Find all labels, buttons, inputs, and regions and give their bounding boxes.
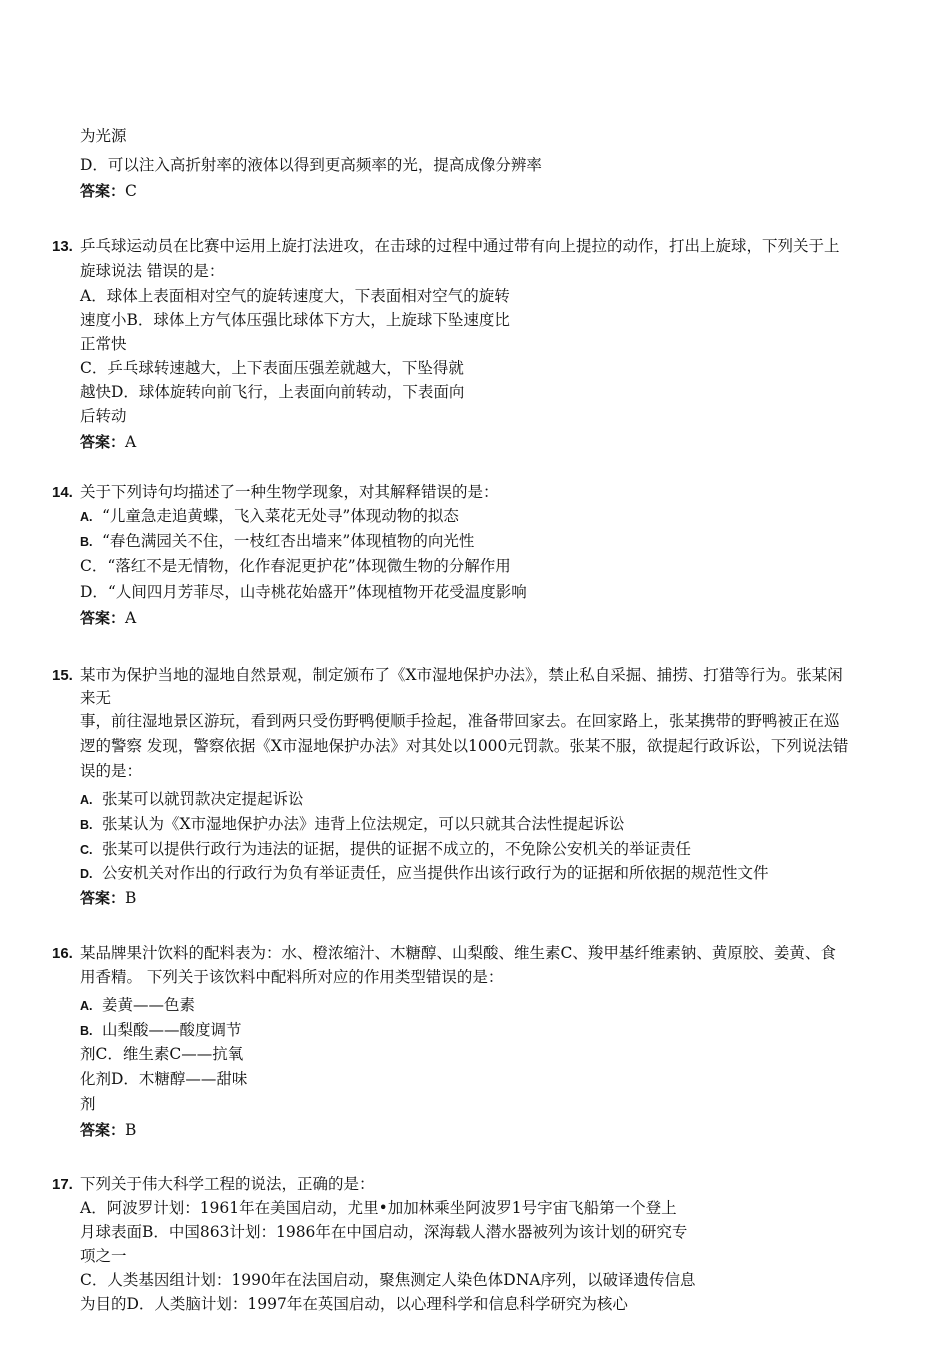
q15-stem-line-3: 事，前往湿地景区游玩，看到两只受伤野鸭便顺手捡起，准备带回家去。在回家路上，张某携带的野鸭被正在巡 — [80, 712, 840, 730]
q17-option-line: C．人类基因组计划：1990年在法国启动，聚焦测定人染色体DNA序列，以破译遗传信息 — [80, 1271, 696, 1289]
q17-option-line: 为目的D．人类脑计划：1997年在英国启动，以心理科学和信息科学研究为核心 — [80, 1295, 628, 1313]
answer-label: 答案： — [80, 433, 126, 451]
q16-stem-line-2: 用香精。 下列关于该饮料中配料所对应的作用类型错误的是： — [80, 968, 504, 986]
q13-option-line: 速度小B．球体上方气体压强比球体下方大，上旋球下坠速度比 — [80, 311, 510, 329]
q13-option-line: A．球体上表面相对空气的旋转速度大，下表面相对空气的旋转 — [80, 287, 510, 305]
q13-option-line: 越快D．球体旋转向前飞行，上表面向前转动，下表面向 — [80, 383, 465, 401]
q14-stem: 关于下列诗句均描述了一种生物学现象，对其解释错误的是： — [80, 483, 499, 501]
q15-stem-line-5: 误的是： — [80, 762, 143, 780]
option-text: 姜黄——色素 — [102, 996, 196, 1014]
q12-option-c-continuation: 为光源 — [80, 127, 127, 145]
q15-stem-line-4: 逻的警察 发现，警察依据《X市湿地保护办法》对其处以1000元罚款。张某不服，欲提起行政诉讼，下列说法错 — [80, 737, 849, 755]
q15-option-b — [80, 814, 625, 835]
q13-number: 13. — [52, 238, 73, 255]
q17-option-line: 月球表面B．中国863计划：1986年在中国启动，深海载人潜水器被列为该计划的研究专 — [80, 1223, 688, 1241]
q16-option-line: 化剂D．木糖醇——甜味 — [80, 1070, 248, 1088]
q15-number: 15. — [52, 667, 73, 684]
answer-value: A — [125, 433, 137, 451]
q13-stem-line-1: 乒乓球运动员在比赛中运用上旋打法进攻，在击球的过程中通过带有向上提拉的动作，打出上旋球，下列关于上 — [80, 237, 840, 255]
answer-value: B — [125, 1121, 137, 1139]
q13-answer — [80, 432, 136, 452]
answer-label: 答案： — [80, 889, 126, 907]
option-label: B. — [80, 1024, 93, 1038]
q16-option-line: 剂C．维生素C——抗氧 — [80, 1045, 244, 1063]
answer-value: C — [125, 182, 137, 200]
q16-number: 16. — [52, 945, 73, 962]
answer-label: 答案： — [80, 182, 126, 200]
q14-answer — [80, 608, 136, 628]
option-label: A. — [80, 510, 93, 524]
q15-option-a — [80, 789, 304, 810]
answer-value: A — [125, 609, 137, 627]
q14-option-d: D．“人间四月芳菲尽，山寺桃花始盛开”体现植物开花受温度影响 — [80, 583, 527, 601]
option-label: C. — [80, 843, 93, 857]
q15-answer — [80, 888, 136, 908]
q16-option-line: 剂 — [80, 1095, 96, 1113]
q16-answer — [80, 1120, 136, 1140]
option-text: “春色满园关不住，一枝红杏出墙来”体现植物的向光性 — [102, 532, 475, 550]
q13-option-line: C．乒乓球转速越大，上下表面压强差就越大，下坠得就 — [80, 359, 464, 377]
option-text: 张某可以就罚款决定提起诉讼 — [102, 790, 304, 808]
q17-option-line: 项之一 — [80, 1247, 127, 1265]
q14-option-a — [80, 506, 459, 527]
option-label: A. — [80, 999, 93, 1013]
answer-label: 答案： — [80, 1121, 126, 1139]
option-label: A. — [80, 793, 93, 807]
q16-option-a — [80, 995, 195, 1016]
option-label: B. — [80, 818, 93, 832]
q15-stem-line-1: 某市为保护当地的湿地自然景观，制定颁布了《X市湿地保护办法》，禁止私自采掘、捕捞、打猎等行为。张某闲 — [80, 666, 843, 684]
answer-label: 答案： — [80, 609, 126, 627]
option-text: “儿童急走追黄蝶，飞入菜花无处寻”体现动物的拟态 — [102, 507, 459, 525]
option-text: 公安机关对作出的行政行为负有举证责任，应当提供作出该行政行为的证据和所依据的规范性文件 — [102, 864, 769, 882]
q15-stem-line-2: 来无 — [80, 689, 112, 707]
q14-number: 14. — [52, 484, 73, 501]
option-text: 张某认为《X市湿地保护办法》违背上位法规定，可以只就其合法性提起诉讼 — [102, 815, 625, 833]
option-label: B. — [80, 535, 93, 549]
q13-stem-line-2: 旋球说法 错误的是： — [80, 262, 225, 280]
answer-value: B — [125, 889, 137, 907]
q17-number: 17. — [52, 1176, 73, 1193]
q12-answer — [80, 181, 137, 201]
q12-option-d: D．可以注入高折射率的液体以得到更高频率的光，提高成像分辨率 — [80, 156, 542, 174]
q13-option-line: 正常快 — [80, 335, 127, 353]
option-text: 山梨酸——酸度调节 — [102, 1021, 242, 1039]
q17-option-line: A．阿波罗计划：1961年在美国启动，尤里•加加林乘坐阿波罗1号宇宙飞船第一个登上 — [80, 1199, 677, 1217]
q15-option-d — [80, 863, 769, 884]
q14-option-c: C．“落红不是无情物，化作春泥更护花”体现微生物的分解作用 — [80, 557, 511, 575]
q14-option-b — [80, 531, 474, 552]
q13-option-line: 后转动 — [80, 407, 127, 425]
q15-option-c — [80, 839, 691, 860]
option-text: 张某可以提供行政行为违法的证据，提供的证据不成立的，不免除公安机关的举证责任 — [102, 840, 692, 858]
option-label: D. — [80, 867, 93, 881]
q16-stem-line-1: 某品牌果汁饮料的配料表为：水、橙浓缩汁、木糖醇、山梨酸、维生素C、羧甲基纤维素钠、黄原胶、姜黄、食 — [80, 944, 836, 962]
q16-option-b — [80, 1020, 242, 1041]
q17-stem: 下列关于伟大科学工程的说法，正确的是： — [80, 1175, 375, 1193]
